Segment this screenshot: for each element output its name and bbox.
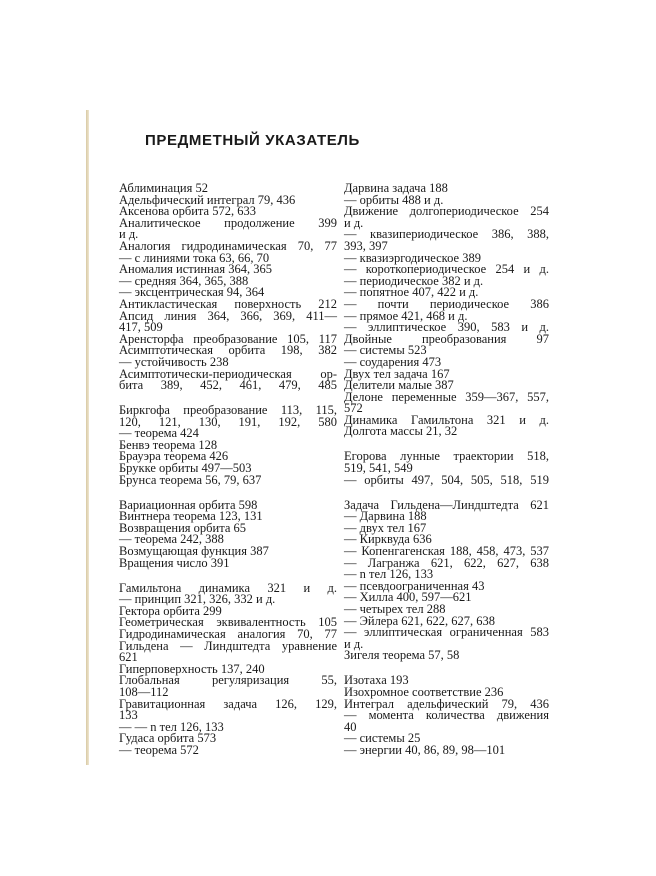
index-entry-line: — Кирквуда 636 <box>344 532 432 547</box>
index-column-left <box>119 183 337 770</box>
page-binding-edge <box>86 110 89 765</box>
index-entry-line: — — n тел 126, 133 <box>119 719 224 734</box>
index-entry-line: — Копенгагенская 188, 458, 473, 537 <box>344 544 549 558</box>
index-entry-line: Зигеля теорема 57, 58 <box>344 648 460 663</box>
index-entry-line: 40 <box>344 719 357 734</box>
index-entry-line: — эксцентрическая 94, 364 <box>119 285 265 300</box>
index-entry-line: Гильдена — Линдштедта уравнение <box>119 638 337 653</box>
index-entry-line: Бенвэ теорема 128 <box>119 437 218 452</box>
index-entry-line: 621 <box>119 650 138 665</box>
index-entry-line: Аблиминация 52 <box>119 181 208 195</box>
index-entry-line: Егорова лунные траектории 518, <box>344 449 549 464</box>
index-entry-line: — периодическое 382 и д. <box>344 273 484 288</box>
index-letter-group <box>119 405 337 486</box>
index-letter-group <box>119 497 337 570</box>
index-letter-group <box>344 497 549 663</box>
index-entry-line: — орбиты 497, 504, 505, 518, 519 <box>344 472 549 487</box>
index-entry-line: Глобальная регуляризация 55, <box>119 673 337 688</box>
index-entry-line: и д. <box>119 227 139 242</box>
index-entry-line: Аномалия истинная 364, 365 <box>119 262 272 277</box>
index-entry-line: — четырех тел 288 <box>344 601 446 616</box>
index-entry-line: Геометрическая эквивалентность 105 <box>119 615 337 630</box>
index-entry-line: — соударения 473 <box>344 354 442 369</box>
index-entry-line: Аренсторфа преобразование 105, 117 <box>119 331 337 346</box>
index-entry-line: — орбиты 488 и д. <box>344 192 444 207</box>
index-entry-line: — устойчивость 238 <box>119 354 229 369</box>
index-entry-line: — короткопериодическое 254 и д. <box>344 262 549 277</box>
index-entry-line: — теорема 424 <box>119 426 199 441</box>
index-entry-line: Движение долгопериодическое 254 <box>344 204 549 219</box>
index-entry-line: — теорема 572 <box>119 742 199 757</box>
index-letter-group <box>344 451 549 486</box>
index-entry-line: — Хилла 400, 597—621 <box>344 590 472 605</box>
index-entry-line: Возмущающая функция 387 <box>119 544 269 558</box>
index-entry-line: Антикластическая поверхность 212 <box>119 296 337 311</box>
index-letter-group <box>119 183 337 392</box>
index-entry-line: Адельфический интеграл 79, 436 <box>119 192 296 207</box>
index-letter-group <box>344 675 549 756</box>
index-entry-line: Гидродинамическая аналогия 70, 77 <box>119 626 337 641</box>
index-entry-line: — средняя 364, 365, 388 <box>119 273 249 288</box>
index-entry-line: 133 <box>119 708 138 723</box>
index-entry-line: Возвращения орбита 65 <box>119 520 246 535</box>
index-entry-line: — Эйлера 621, 622, 627, 638 <box>344 613 496 628</box>
index-entry-line: Динамика Гамильтона 321 и д. <box>344 412 549 427</box>
index-entry-line: Брукке орбиты 497—503 <box>119 461 252 476</box>
index-entry-line: 108—112 <box>119 684 169 699</box>
index-entry-line: Гравитационная задача 126, 129, <box>119 696 337 711</box>
index-entry-line: Гектора орбита 299 <box>119 603 222 618</box>
index-entry-line: — n тел 126, 133 <box>344 567 434 582</box>
index-entry-line: — почти периодическое 386 <box>344 296 549 311</box>
index-entry-line: — Лагранжа 621, 622, 627, 638 <box>344 555 549 570</box>
index-entry-line: 393, 397 <box>344 238 388 253</box>
index-entry-line: — эллиптическое 390, 583 и д. <box>344 320 549 335</box>
index-entry-line: Делоне переменные 359—367, 557, <box>344 389 549 404</box>
index-entry-line: — двух тел 167 <box>344 520 427 535</box>
page-title: ПРЕДМЕТНЫЙ УКАЗАТЕЛЬ <box>145 132 360 149</box>
index-entry-line: Делители малые 387 <box>344 378 454 393</box>
index-entry-line: Двойные преобразования 97 <box>344 331 549 346</box>
index-entry-line: Долгота массы 21, 32 <box>344 424 458 439</box>
index-entry-line: Изотаха 193 <box>344 673 409 688</box>
index-entry-line: Брауэра теорема 426 <box>119 449 229 464</box>
index-entry-line: Дарвина задача 188 <box>344 181 448 195</box>
index-entry-line: — системы 25 <box>344 731 421 746</box>
index-entry-line: Вариационная орбита 598 <box>119 497 258 512</box>
index-entry-line: — момента количества движения <box>344 708 549 723</box>
index-entry-line: Задача Гильдена—Линдштедта 621 <box>344 497 549 512</box>
index-entry-line: Брунса теорема 56, 79, 637 <box>119 472 262 487</box>
index-entry-line: и д. <box>344 636 364 651</box>
index-entry-line: — квазипериодическое 386, 388, <box>344 227 549 242</box>
index-entry-line: Аналитическое продолжение 399 <box>119 215 337 230</box>
index-entry-line: Асимптотическая орбита 198, 382 <box>119 343 337 358</box>
index-entry-line: — попятное 407, 422 и д. <box>344 285 479 300</box>
index-column-right <box>344 183 549 770</box>
index-entry-line: и д. <box>344 215 364 230</box>
index-entry-line: — прямое 421, 468 и д. <box>344 308 468 323</box>
index-entry-line: — Дарвина 188 <box>344 509 427 524</box>
index-letter-group <box>119 580 337 757</box>
index-entry-line: — эллиптическая ограниченная 583 <box>344 625 549 640</box>
index-entry-line: бита 389, 452, 461, 479, 485 <box>119 378 337 393</box>
index-entry-line: Винтнера теорема 123, 131 <box>119 509 263 524</box>
index-letter-group <box>344 183 549 438</box>
index-entry-line: Аксенова орбита 572, 633 <box>119 204 256 219</box>
index-entry-line: 519, 541, 549 <box>344 461 413 476</box>
index-entry-line: — энергии 40, 86, 89, 98—101 <box>344 742 506 757</box>
index-entry-line: Гамильтона динамика 321 и д. <box>119 580 337 595</box>
index-entry-line: Гудаса орбита 573 <box>119 731 217 746</box>
index-entry-line: — псевдоограниченная 43 <box>344 578 485 593</box>
index-entry-line: Аналогия гидродинамическая 70, 77 <box>119 238 337 253</box>
index-entry-line: Биркгофа преобразование 113, 115, <box>119 403 337 418</box>
index-entry-line: 572 <box>344 401 363 416</box>
index-entry-line: 417, 509 <box>119 320 163 335</box>
index-entry-line: Вращения число 391 <box>119 555 230 570</box>
index-entry-line: Двух тел задача 167 <box>344 366 450 381</box>
index-entry-line: — системы 523 <box>344 343 427 358</box>
index-entry-line: 120, 121, 130, 191, 192, 580 <box>119 414 337 429</box>
index-entry-line: Апсид линия 364, 366, 369, 411— <box>119 308 337 323</box>
index-entry-line: Асимптотически-периодическая ор- <box>119 366 337 381</box>
index-entry-line: — квазиэргодическое 389 <box>344 250 481 265</box>
index-entry-line: — принцип 321, 326, 332 и д. <box>119 592 276 607</box>
index-entry-line: — с линиями тока 63, 66, 70 <box>119 250 270 265</box>
index-entry-line: Интеграл адельфический 79, 436 <box>344 696 549 711</box>
index-entry-line: — теорема 242, 388 <box>119 532 224 547</box>
index-entry-line: Гиперповерхность 137, 240 <box>119 661 265 676</box>
index-entry-line: Изохромное соответствие 236 <box>344 684 504 699</box>
